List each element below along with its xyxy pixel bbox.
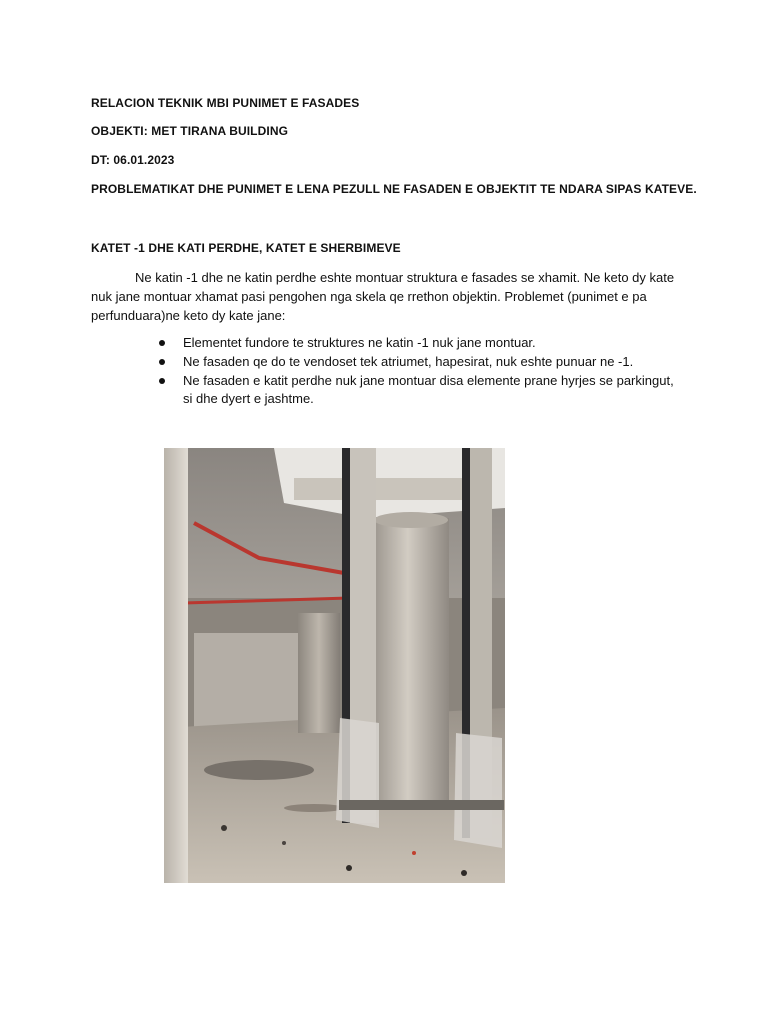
paragraph-text: Ne katin -1 dhe ne katin perdhe eshte montuar struktura e fasades se xhamit. Ne keto dy kate nuk jane montuar xhamat pasi pengohen nga skela qe rrethon objektin. Problemet (punimet e pa perfunduara)ne keto dy kate jane: — [91, 270, 675, 323]
list-item: Ne fasaden e katit perdhe nuk jane montuar disa elemente prane hyrjes se parkingut, si dhe dyert e jashtme. — [155, 372, 680, 408]
bullet-icon — [159, 359, 165, 365]
list-item: Elementet fundore te struktures ne katin -1 nuk jane montuar. — [155, 334, 680, 352]
section-title: KATET -1 DHE KATI PERDHE, KATET E SHERBIMEVE — [91, 241, 401, 255]
bullet-icon — [159, 340, 165, 346]
problem-list — [155, 334, 680, 409]
section-paragraph — [91, 268, 676, 325]
object-name: OBJEKTI: MET TIRANA BUILDING — [91, 124, 289, 138]
document-subject: PROBLEMATIKAT DHE PUNIMET E LENA PEZULL NE FASADEN E OBJEKTIT TE NDARA SIPAS KATEVE. — [91, 182, 697, 196]
list-item: Ne fasaden qe do te vendoset tek atriumet, hapesirat, nuk eshte punuar ne -1. — [155, 353, 680, 371]
document-title: RELACION TEKNIK MBI PUNIMET E FASADES — [91, 96, 360, 110]
bullet-icon — [159, 378, 165, 384]
document-date: DT: 06.01.2023 — [91, 153, 175, 167]
site-photo — [164, 448, 505, 883]
